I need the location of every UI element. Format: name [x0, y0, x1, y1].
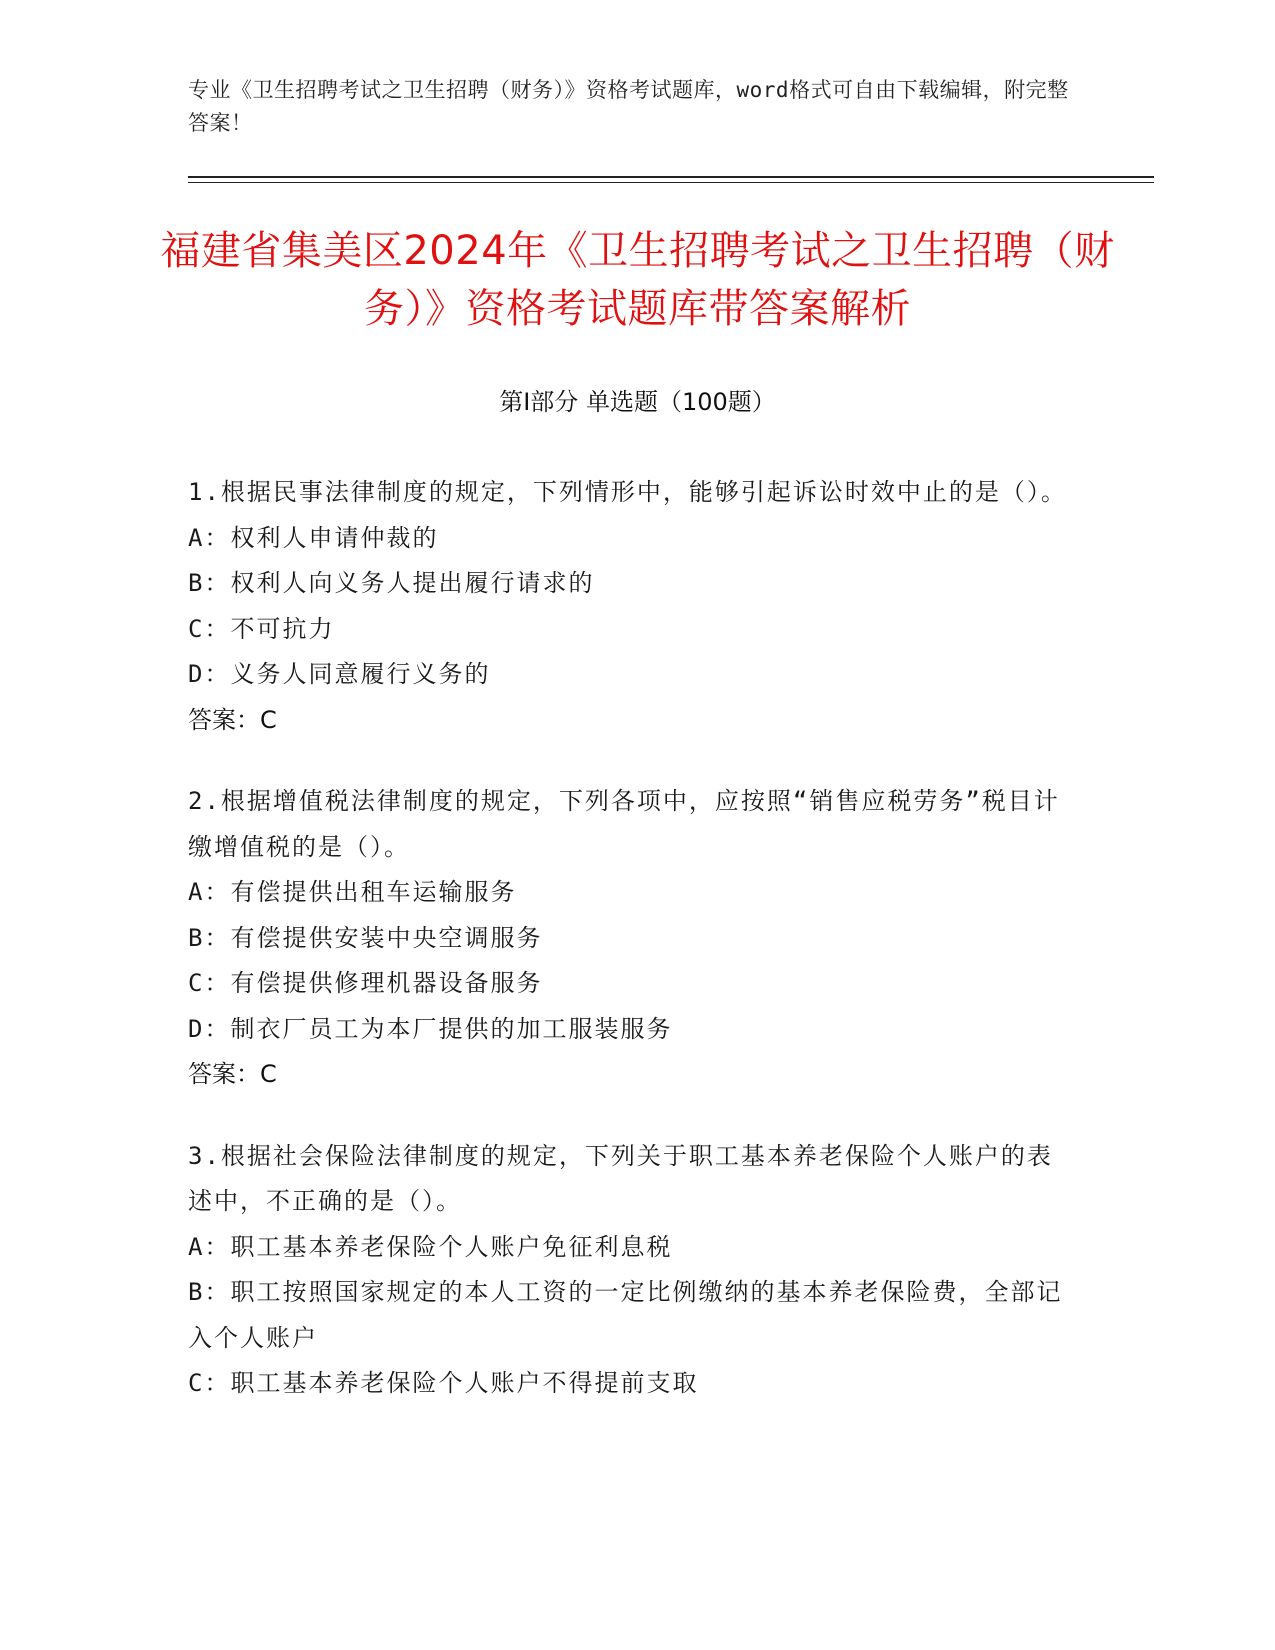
question-item: [188, 1134, 1068, 1407]
option-c: C：职工基本养老保险个人账户不得提前支取: [188, 1369, 699, 1397]
option-b: B：权利人向义务人提出履行请求的: [188, 569, 595, 597]
answer-line: 答案：C: [188, 705, 277, 734]
question-list: [188, 470, 1068, 1443]
option-c: C：有偿提供修理机器设备服务: [188, 969, 543, 997]
section-title: 第I部分 单选题（100题）: [499, 388, 776, 416]
option-b: B：职工按照国家规定的本人工资的一定比例缴纳的基本养老保险费，全部记入个人账户: [188, 1278, 1063, 1352]
question-item: [188, 470, 1068, 743]
question-stem: 1.根据民事法律制度的规定，下列情形中，能够引起诉讼时效中止的是（）。: [188, 478, 1067, 506]
option-b: B：有偿提供安装中央空调服务: [188, 923, 543, 952]
question-item: [188, 779, 1068, 1098]
option-d: D：义务人同意履行义务的: [188, 660, 491, 688]
answer-line: 答案：C: [188, 1060, 277, 1088]
header-divider-thin: [188, 182, 1154, 183]
option-a: A：有偿提供出租车运输服务: [188, 878, 517, 906]
option-c: C：不可抗力: [188, 614, 335, 643]
option-a: A：职工基本养老保险个人账户免征利息税: [188, 1232, 673, 1261]
header-note: 专业《卫生招聘考试之卫生招聘（财务）》资格考试题库，word格式可自由下载编辑，附完整答案！: [188, 78, 1069, 135]
option-a: A：权利人申请仲裁的: [188, 523, 439, 552]
document-title: 福建省集美区2024年《卫生招聘考试之卫生招聘（财务）》资格考试题库带答案解析: [160, 228, 1115, 332]
question-stem: 2.根据增值税法律制度的规定，下列各项中，应按照“销售应税劳务”税目计缴增值税的是（）。: [188, 787, 1060, 861]
header-divider-thick: [188, 176, 1154, 178]
question-stem: 3.根据社会保险法律制度的规定，下列关于职工基本养老保险个人账户的表述中，不正确的是（）。: [188, 1141, 1053, 1215]
option-d: D：制衣厂员工为本厂提供的加工服装服务: [188, 1014, 673, 1043]
